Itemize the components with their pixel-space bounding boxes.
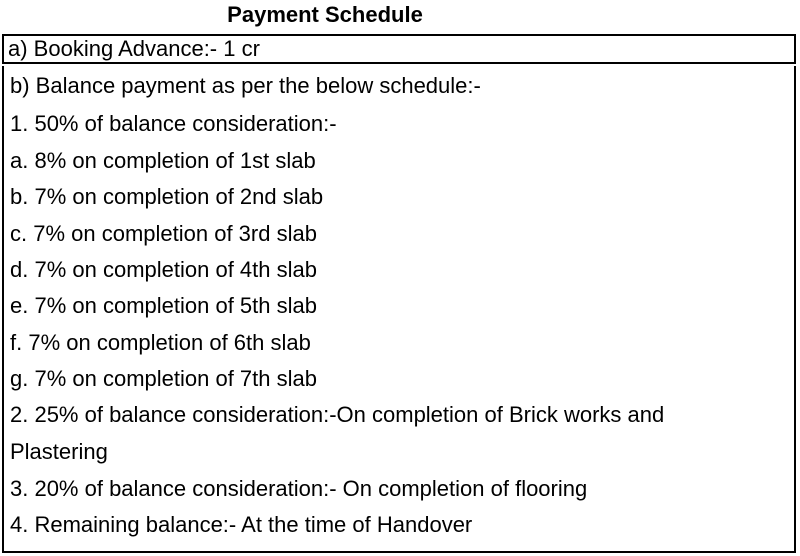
schedule-line: e. 7% on completion of 5th slab [10, 293, 317, 318]
schedule-line: 4. Remaining balance:- At the time of Handover [10, 512, 473, 537]
booking-advance-row [2, 34, 796, 64]
schedule-line: d. 7% on completion of 4th slab [10, 257, 317, 282]
booking-advance-text: a) Booking Advance:- 1 cr [8, 36, 260, 61]
schedule-line: g. 7% on completion of 7th slab [10, 366, 317, 391]
schedule-line: 1. 50% of balance consideration:- [10, 111, 337, 136]
schedule-line: Plastering [10, 439, 108, 464]
schedule-line: c. 7% on completion of 3rd slab [10, 221, 317, 246]
schedule-line: a. 8% on completion of 1st slab [10, 148, 316, 173]
schedule-line: 3. 20% of balance consideration:- On completion of flooring [10, 476, 588, 501]
schedule-line: b) Balance payment as per the below schedule:- [10, 73, 481, 98]
schedule-line: b. 7% on completion of 2nd slab [10, 184, 324, 209]
page-title: Payment Schedule [227, 2, 423, 27]
schedule-line: f. 7% on completion of 6th slab [10, 330, 311, 355]
schedule-line: 2. 25% of balance consideration:-On completion of Brick works and [10, 402, 665, 427]
balance-schedule-box [2, 66, 796, 553]
